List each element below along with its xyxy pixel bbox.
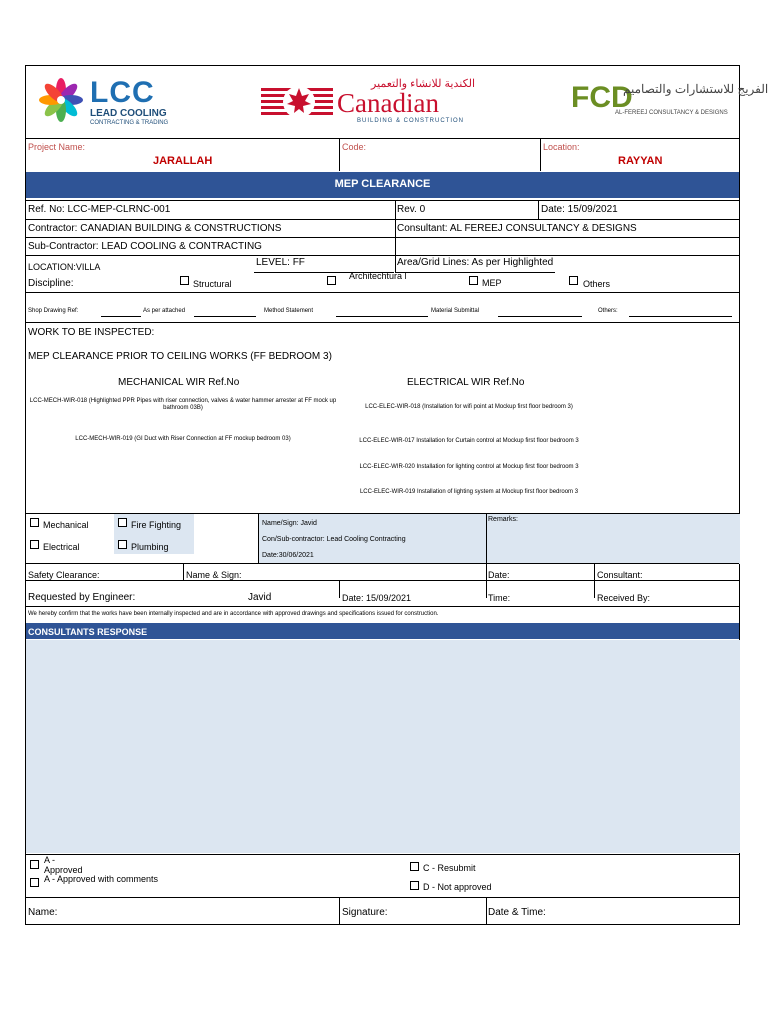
lcc-logo xyxy=(36,76,196,126)
mep-clearance-title xyxy=(26,172,739,198)
method-statement-label: Method Statement xyxy=(264,308,314,314)
canadian-flag-icon xyxy=(261,80,333,124)
architectural-label: Architechtura l xyxy=(349,271,407,281)
footer-datetime-label: Date & Time: xyxy=(488,907,546,918)
mep-label: MEP xyxy=(482,278,502,288)
sign-date: Date:30/06/2021 xyxy=(262,552,314,559)
requested-by-label: Requested by Engineer: xyxy=(28,592,136,603)
location-label: Location: xyxy=(543,142,580,152)
consultants-response-title: CONSULTANTS RESPONSE xyxy=(28,627,148,637)
sign-con: Con/Sub-contractor: Lead Cooling Contracting xyxy=(262,536,406,543)
work-label: WORK TO BE INSPECTED: xyxy=(28,327,155,338)
approved-with-comments-checkbox[interactable] xyxy=(30,878,39,887)
approved-with-comments-label: A - Approved with comments xyxy=(44,874,159,884)
fire-fighting-label: Fire Fighting xyxy=(131,520,182,530)
mech-wir-item: LCC-MECH-WIR-019 (GI Duct with Riser Connection at FF mockup bedroom 03) xyxy=(75,436,291,442)
others-checkbox[interactable] xyxy=(569,276,578,285)
approved-checkbox[interactable] xyxy=(30,860,39,869)
title-text: MEP CLEARANCE xyxy=(334,178,431,190)
mep-checkbox[interactable] xyxy=(469,276,478,285)
code-label: Code: xyxy=(342,142,367,152)
electrical-wir-title: ELECTRICAL WIR Ref.No xyxy=(407,377,525,388)
fcd-logo xyxy=(571,76,768,132)
level: LEVEL: FF xyxy=(256,257,305,268)
electrical-checkbox[interactable] xyxy=(30,540,39,549)
canadian-logo xyxy=(261,76,476,126)
elec-wir-item: LCC-ELEC-WIR-019 Installation of lighting system at Mockup first floor bedroom 3 xyxy=(359,489,579,495)
work-description: MEP CLEARANCE PRIOR TO CEILING WORKS (FF BEDROOM 3) xyxy=(28,351,332,362)
location-value: RAYYAN xyxy=(618,155,663,167)
sign-name: Name/Sign: Javid xyxy=(262,520,317,527)
confirm-statement: We hereby confirm that the works have been internally inspected and are in accordance with approved drawings and specifications issued for construction. xyxy=(28,611,439,617)
received-by: Received By: xyxy=(597,593,651,603)
fcd-logo-sub: AL-FEREEJ CONSULTANCY & DESIGNS xyxy=(615,110,728,116)
others-ref-label: Others: xyxy=(598,308,618,314)
request-time: Time: xyxy=(488,593,511,603)
footer-signature-label: Signature: xyxy=(342,907,388,918)
resubmit-checkbox[interactable] xyxy=(410,862,419,871)
area-grid: Area/Grid Lines: As per Highlighted xyxy=(397,257,554,268)
footer-name-label: Name: xyxy=(28,907,58,918)
engineer-name: Javid xyxy=(248,592,272,603)
electrical-label: Electrical xyxy=(43,542,80,552)
not-approved-label: D - Not approved xyxy=(423,882,492,892)
consultants-response-band xyxy=(26,623,739,639)
canadian-logo-arabic: الكندية للانشاء والتعمير xyxy=(371,78,476,90)
elec-wir-item: LCC-ELEC-WIR-020 Installation for lighting control at Mockup first floor bedroom 3 xyxy=(359,464,579,470)
location-villa: LOCATION:VILLA xyxy=(28,262,101,272)
plumbing-checkbox[interactable] xyxy=(118,540,127,549)
project-name-value: JARALLAH xyxy=(153,155,213,167)
others-label: Others xyxy=(583,279,611,289)
project-name-label: Project Name: xyxy=(28,142,86,152)
lcc-flower-icon xyxy=(36,76,86,124)
safety-date-label: Date: xyxy=(488,570,510,580)
plumbing-label: Plumbing xyxy=(131,542,169,552)
structural-label: Structural xyxy=(193,279,232,289)
resubmit-label: C - Resubmit xyxy=(423,863,476,873)
rev: Rev. 0 xyxy=(397,204,426,215)
consultants-response-area[interactable] xyxy=(26,640,740,853)
material-submittal-label: Material Submittal xyxy=(431,308,480,314)
safety-consultant-label: Consultant: xyxy=(597,570,643,580)
discipline-label: Discipline: xyxy=(28,278,74,289)
consultant: Consultant: AL FEREEJ CONSULTANCY & DESIGNS xyxy=(397,223,637,234)
safety-clearance-label: Safety Clearance: xyxy=(28,570,100,580)
date: Date: 15/09/2021 xyxy=(541,204,618,215)
lcc-logo-name: LCC xyxy=(90,76,155,109)
shop-drawing-label: Shop Drawing Ref: xyxy=(28,308,79,314)
architectural-checkbox[interactable] xyxy=(327,276,336,285)
contractor: Contractor: CANADIAN BUILDING & CONSTRUCTIONS xyxy=(28,223,282,234)
lcc-logo-line1: LEAD COOLING xyxy=(90,108,167,119)
safety-name-label: Name & Sign: xyxy=(186,570,242,580)
remarks-label: Remarks: xyxy=(488,516,518,523)
canadian-logo-sub: BUILDING & CONSTRUCTION xyxy=(357,118,465,124)
structural-checkbox[interactable] xyxy=(180,276,189,285)
elec-wir-item: LCC-ELEC-WIR-018 (Installation for wifi point at Mockup first floor bedroom 3) xyxy=(365,404,573,410)
lcc-logo-line2: CONTRACTING & TRADING xyxy=(90,120,169,126)
canadian-logo-name: Canadian xyxy=(337,88,439,118)
fcd-logo-arabic: الفريج للاستشارات والتصاميم xyxy=(623,82,768,96)
mechanical-checkbox[interactable] xyxy=(30,518,39,527)
approved-label: A - Approved xyxy=(44,855,83,875)
mep-clearance-form xyxy=(25,65,768,925)
not-approved-checkbox[interactable] xyxy=(410,881,419,890)
mechanical-label: Mechanical xyxy=(43,520,89,530)
fire-fighting-checkbox[interactable] xyxy=(118,518,127,527)
elec-wir-item: LCC-ELEC-WIR-017 Installation for Curtain control at Mockup first floor bedroom 3 xyxy=(359,438,579,444)
mechanical-wir-title: MECHANICAL WIR Ref.No xyxy=(118,377,240,388)
fcd-logo-name: FCD xyxy=(571,81,633,114)
request-date: Date: 15/09/2021 xyxy=(342,593,412,603)
mech-wir-item: LCC-MECH-WIR-018 (Highlighted PPR Pipes with riser connection, valves & water hammer arrester at FF mock up bathroom 03B) xyxy=(29,398,337,411)
subcontractor: Sub-Contractor: LEAD COOLING & CONTRACTING xyxy=(28,241,262,252)
ref-no: Ref. No: LCC-MEP-CLRNC-001 xyxy=(28,204,171,215)
shop-drawing-value: As per attached xyxy=(143,308,186,314)
